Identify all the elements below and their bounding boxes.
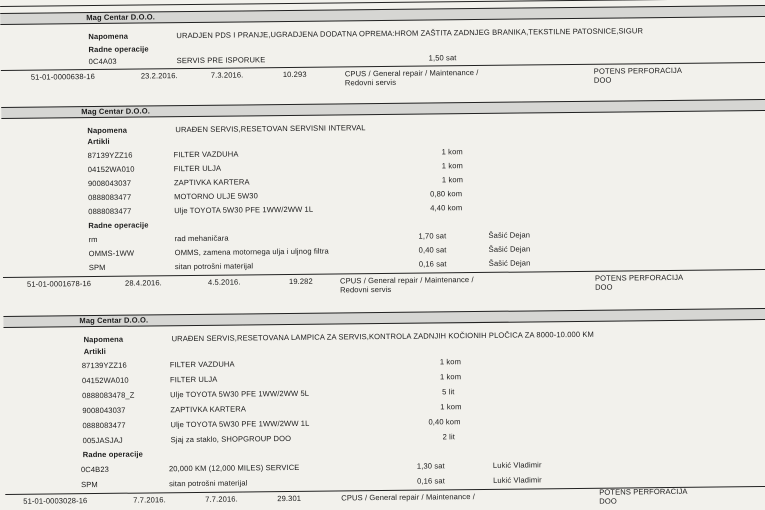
article-desc: ZAPTIVKA KARTERA	[173, 177, 250, 188]
operation-qty: 0,16 sat	[418, 259, 447, 269]
operation-worker: Lukić Vladimir	[493, 475, 542, 485]
article-desc: FILTER ULJA	[169, 374, 218, 385]
article-code: 0888083477	[82, 420, 126, 431]
article-code: 005JASJAJ	[82, 435, 123, 446]
customer-name-sub: DOO	[593, 75, 612, 85]
radne-operacije-label: Radne operacije	[88, 220, 149, 231]
napomena-label: Napomena	[83, 334, 124, 345]
customer-name: POTENS PERFORACIJA	[599, 486, 688, 497]
customer-name: POTENS PERFORACIJA	[593, 65, 683, 76]
article-qty: 1 kom	[439, 357, 462, 367]
operation-code: 0C4B23	[80, 464, 110, 475]
operation-qty: 1,50 sat	[428, 53, 457, 63]
operation-worker: Šašić Dejan	[488, 230, 531, 240]
doc-date-open: 23.2.2016.	[140, 71, 178, 81]
article-desc: FILTER VAZDUHA	[173, 149, 239, 160]
article-code: 0888083478_Z	[82, 390, 135, 401]
napomena-text: URADJEN PDS I PRANJE,UGRADJENA DODATNA OPREMA:HROM ZAŠTITA ZADNJEG BRANIKA,TEKSTILNE PATOSNICE,SIGUR	[176, 26, 644, 41]
customer-name: POTENS PERFORACIJA	[594, 272, 684, 283]
article-qty: 4,40 kom	[430, 203, 463, 213]
article-qty: 1 kom	[440, 402, 462, 412]
article-desc: FILTER ULJA	[173, 163, 222, 174]
article-code: 0888083477	[88, 192, 132, 203]
article-qty: 1 kom	[441, 161, 463, 171]
article-desc: Ulje TOYOTA 5W30 PFE 1WW/2WW 1L	[170, 418, 310, 430]
operation-worker: Šašić Dejan	[488, 244, 531, 254]
article-desc: Sjaj za staklo, SHOPGROUP DOO	[170, 433, 292, 445]
napomena-text: URAĐEN SERVIS,RESETOVAN SERVISNI INTERVAL	[175, 123, 366, 135]
article-qty: 0,80 kom	[430, 189, 463, 199]
operation-desc: rad mehaničara	[174, 233, 229, 244]
article-desc: FILTER VAZDUHA	[169, 359, 235, 370]
article-desc: MOTORNO ULJE 5W30	[174, 191, 258, 202]
article-qty: 2 lit	[442, 432, 455, 442]
operation-qty: 1,30 sat	[416, 461, 445, 471]
operation-qty: 0,16 sat	[417, 476, 445, 486]
company-name: Mag Centar D.O.O.	[79, 315, 149, 326]
article-code: 04152WA010	[81, 375, 129, 386]
operation-desc: OMMS, zamena motornega ulja i uljnog filtra	[174, 246, 329, 258]
operation-worker: Šašić Dejan	[488, 258, 531, 268]
repair-type-sub: Redovni servis	[344, 77, 397, 88]
article-desc: Ulje TOYOTA 5W30 PFE 1WW/2WW 1L	[174, 204, 314, 216]
article-code: 04152WA010	[87, 164, 135, 175]
article-qty: 0,40 kom	[428, 417, 461, 427]
operation-code: rm	[88, 234, 98, 245]
article-code: 87139YZZ16	[87, 150, 133, 161]
article-qty: 5 lit	[442, 387, 455, 397]
company-name: Mag Centar D.O.O.	[81, 106, 151, 117]
customer-name-sub: DOO	[594, 282, 613, 292]
doc-number: 51-01-0003028-16	[23, 496, 88, 506]
repair-type: CPUS / General repair / Maintenance /	[339, 275, 474, 286]
doc-number: 51-01-0001678-16	[26, 279, 92, 289]
doc-date-open: 7.7.2016.	[133, 495, 166, 505]
article-qty: 1 kom	[439, 372, 462, 382]
operation-code: SPM	[81, 480, 98, 490]
operation-qty: 1,70 sat	[418, 231, 447, 241]
article-code: 87139YZZ16	[81, 360, 127, 371]
artikli-label: Artikli	[87, 136, 110, 147]
article-desc: Ulje TOYOTA 5W30 PFE 1WW/2WW 5L	[170, 388, 310, 400]
radne-operacije-label: Radne operacije	[88, 44, 149, 55]
customer-name-sub: DOO	[599, 496, 617, 506]
operation-desc: 20,000 KM (12,000 MILES) SERVICE	[168, 462, 300, 474]
company-name: Mag Centar D.O.O.	[86, 12, 156, 23]
napomena-text: URAĐEN SERVIS,RESETOVANA LAMPICA ZA SERVIS,KONTROLA ZADNJIH KOČIONIH PLOČICA ZA 8000-10.000 KM	[171, 329, 595, 344]
napomena-label: Napomena	[88, 31, 129, 42]
mileage: 10.293	[282, 69, 307, 80]
repair-type: CPUS / General repair / Maintenance /	[341, 492, 475, 503]
operation-code: 0C4A03	[88, 56, 117, 67]
operation-qty: 0,40 sat	[418, 245, 447, 255]
mileage: 19.282	[288, 276, 313, 286]
article-qty: 1 kom	[441, 147, 463, 157]
napomena-label: Napomena	[87, 125, 128, 136]
artikli-label: Artikli	[83, 346, 106, 357]
operation-desc: SERVIS PRE ISPORUKE	[176, 55, 266, 66]
doc-date-close: 7.7.2016.	[205, 494, 238, 504]
radne-operacije-label: Radne operacije	[82, 449, 143, 460]
article-desc: ZAPTIVKA KARTERA	[170, 404, 247, 415]
operation-worker: Lukić Vladimir	[492, 460, 542, 470]
repair-type-sub: Redovni servis	[340, 284, 392, 295]
doc-date-close: 4.5.2016.	[207, 277, 241, 287]
article-qty: 1 kom	[441, 175, 464, 185]
operation-desc: sitan potrošni materijal	[169, 478, 248, 489]
article-code: 9008043037	[82, 405, 126, 416]
repair-type: CPUS / General repair / Maintenance /	[344, 67, 479, 79]
mileage: 29.301	[277, 493, 302, 504]
operation-desc: sitan potrošni materijal	[174, 261, 254, 272]
doc-date-open: 28.4.2016.	[124, 278, 162, 288]
operation-code: OMMS-1WW	[88, 248, 135, 259]
operation-code: SPM	[88, 262, 106, 273]
doc-date-close: 7.3.2016.	[210, 70, 244, 80]
article-code: 9008043037	[87, 178, 132, 189]
article-code: 0888083477	[88, 206, 132, 217]
doc-number: 51-01-0000638-16	[30, 72, 95, 82]
